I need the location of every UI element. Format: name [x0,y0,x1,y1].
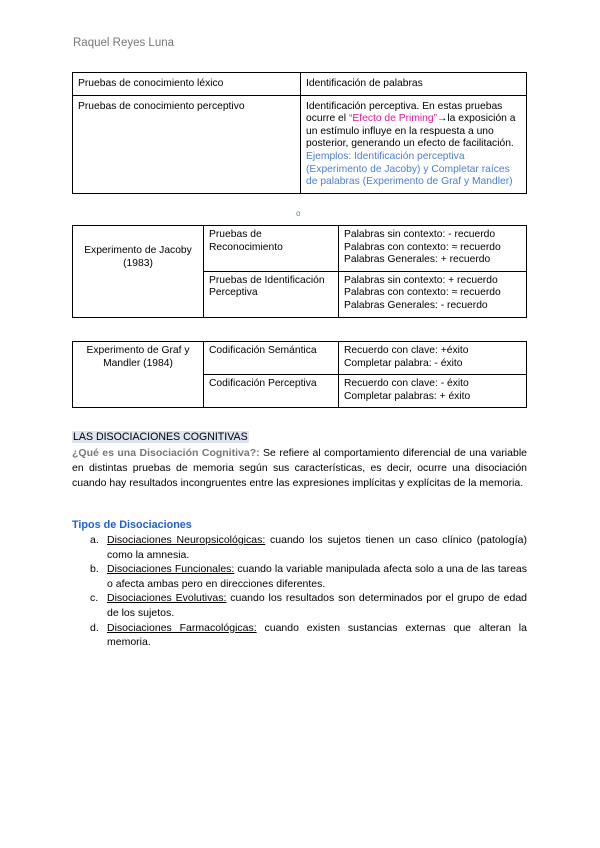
results-cell [339,375,527,408]
graf-mandler-experiment-table [72,341,527,408]
priming-effect-text: “Efecto de Priming” [348,113,438,125]
result-line: Palabras con contexto: ≈ recuerdo [344,241,501,253]
table-cell [301,95,527,193]
definition-question: ¿Qué es una Disociación Cognitiva?: [72,447,260,459]
knowledge-tests-table [72,72,527,194]
list-item [72,533,527,562]
test-type: Pruebas de Reconocimiento [204,226,339,272]
list-item [72,562,527,591]
list-marker: a. [90,534,99,546]
test-type: Codificación Semántica [204,342,339,375]
table-cell: Identificación de palabras [301,73,527,96]
result-line: Palabras Generales: + recuerdo [344,254,491,266]
table-row [73,73,527,96]
cell-text: →la exposición a un estímulo influye en la respuesta a uno posterior, generando un efecto de facilitación. [306,113,516,150]
list-term: Disociaciones Neuropsicológicas: [107,534,266,546]
test-type: Codificación Perceptiva [204,375,339,408]
list-term: Disociaciones Funcionales: [107,563,235,576]
cell-text: Identificación perceptiva. En estas pruebas ocurre el [306,100,503,125]
table-row [73,226,527,272]
results-cell [339,342,527,375]
result-line: Completar palabras: + éxito [344,390,471,402]
table-row [73,95,527,193]
list-item [72,621,527,650]
examples-text: Ejemplos: Identificación perceptiva (Experimento de Jacoby) y Completar raíces de palabras (Experimento de Graf y Mandler) [306,150,513,188]
definition-text: Se refiere al comportamiento diferencial de una variable en distintas pruebas de memoria según sus características, es decir, ocurre una disociación cuando hay resultados incongruentes entre las expresiones implícitas y explícitas de la memoria. [72,447,527,490]
list-text: cuando los sujetos tienen un caso clínico (patología) como la amnesia. [107,534,527,561]
test-type: Pruebas de Identificación Perceptiva [204,271,339,317]
list-item [72,591,527,620]
results-cell [339,271,527,317]
list-text: cuando la variable manipulada afecta solo a una de las tareas o afecta ambas pero en direcciones diferentes. [107,563,527,590]
experiment-name: Experimento de Graf y Mandler (1984) [73,342,204,408]
jacoby-experiment-table [72,225,527,318]
result-line: Completar palabra: - éxito [344,357,463,369]
author-header: Raquel Reyes Luna [73,37,175,49]
experiment-name: Experimento de Jacoby (1983) [73,226,204,318]
section-heading: LAS DISOCIACIONES COGNITIVAS [73,431,248,443]
list-term: Disociaciones Farmacológicas: [107,621,257,634]
list-text: cuando existen sustancias externas que alteran la memoria. [107,621,527,649]
list-marker: c. [90,592,99,605]
results-cell [339,226,527,272]
list-text: cuando los resultados son determinados por el grupo de edad de los sujetos. [107,592,528,619]
result-line: Palabras sin contexto: - recuerdo [344,229,496,240]
table-cell: Pruebas de conocimiento perceptivo [73,95,301,193]
list-term: Disociaciones Evolutivas: [107,592,227,605]
result-line: Recuerdo con clave: +éxito [344,345,469,356]
result-line: Palabras sin contexto: + recuerdo [344,274,498,286]
small-marker: o [296,209,301,218]
result-line: Palabras con contexto: ≈ recuerdo [344,287,501,299]
result-line: Palabras Generales: - recuerdo [344,299,488,311]
result-line: Recuerdo con clave: - éxito [344,378,469,390]
definition-paragraph [72,446,527,492]
list-marker: d. [90,621,99,634]
table-cell: Pruebas de conocimiento léxico [73,73,301,96]
types-heading: Tipos de Disociaciones [72,519,192,531]
dissociation-types-list [72,533,527,650]
table-row [73,342,527,375]
list-marker: b. [90,563,99,576]
